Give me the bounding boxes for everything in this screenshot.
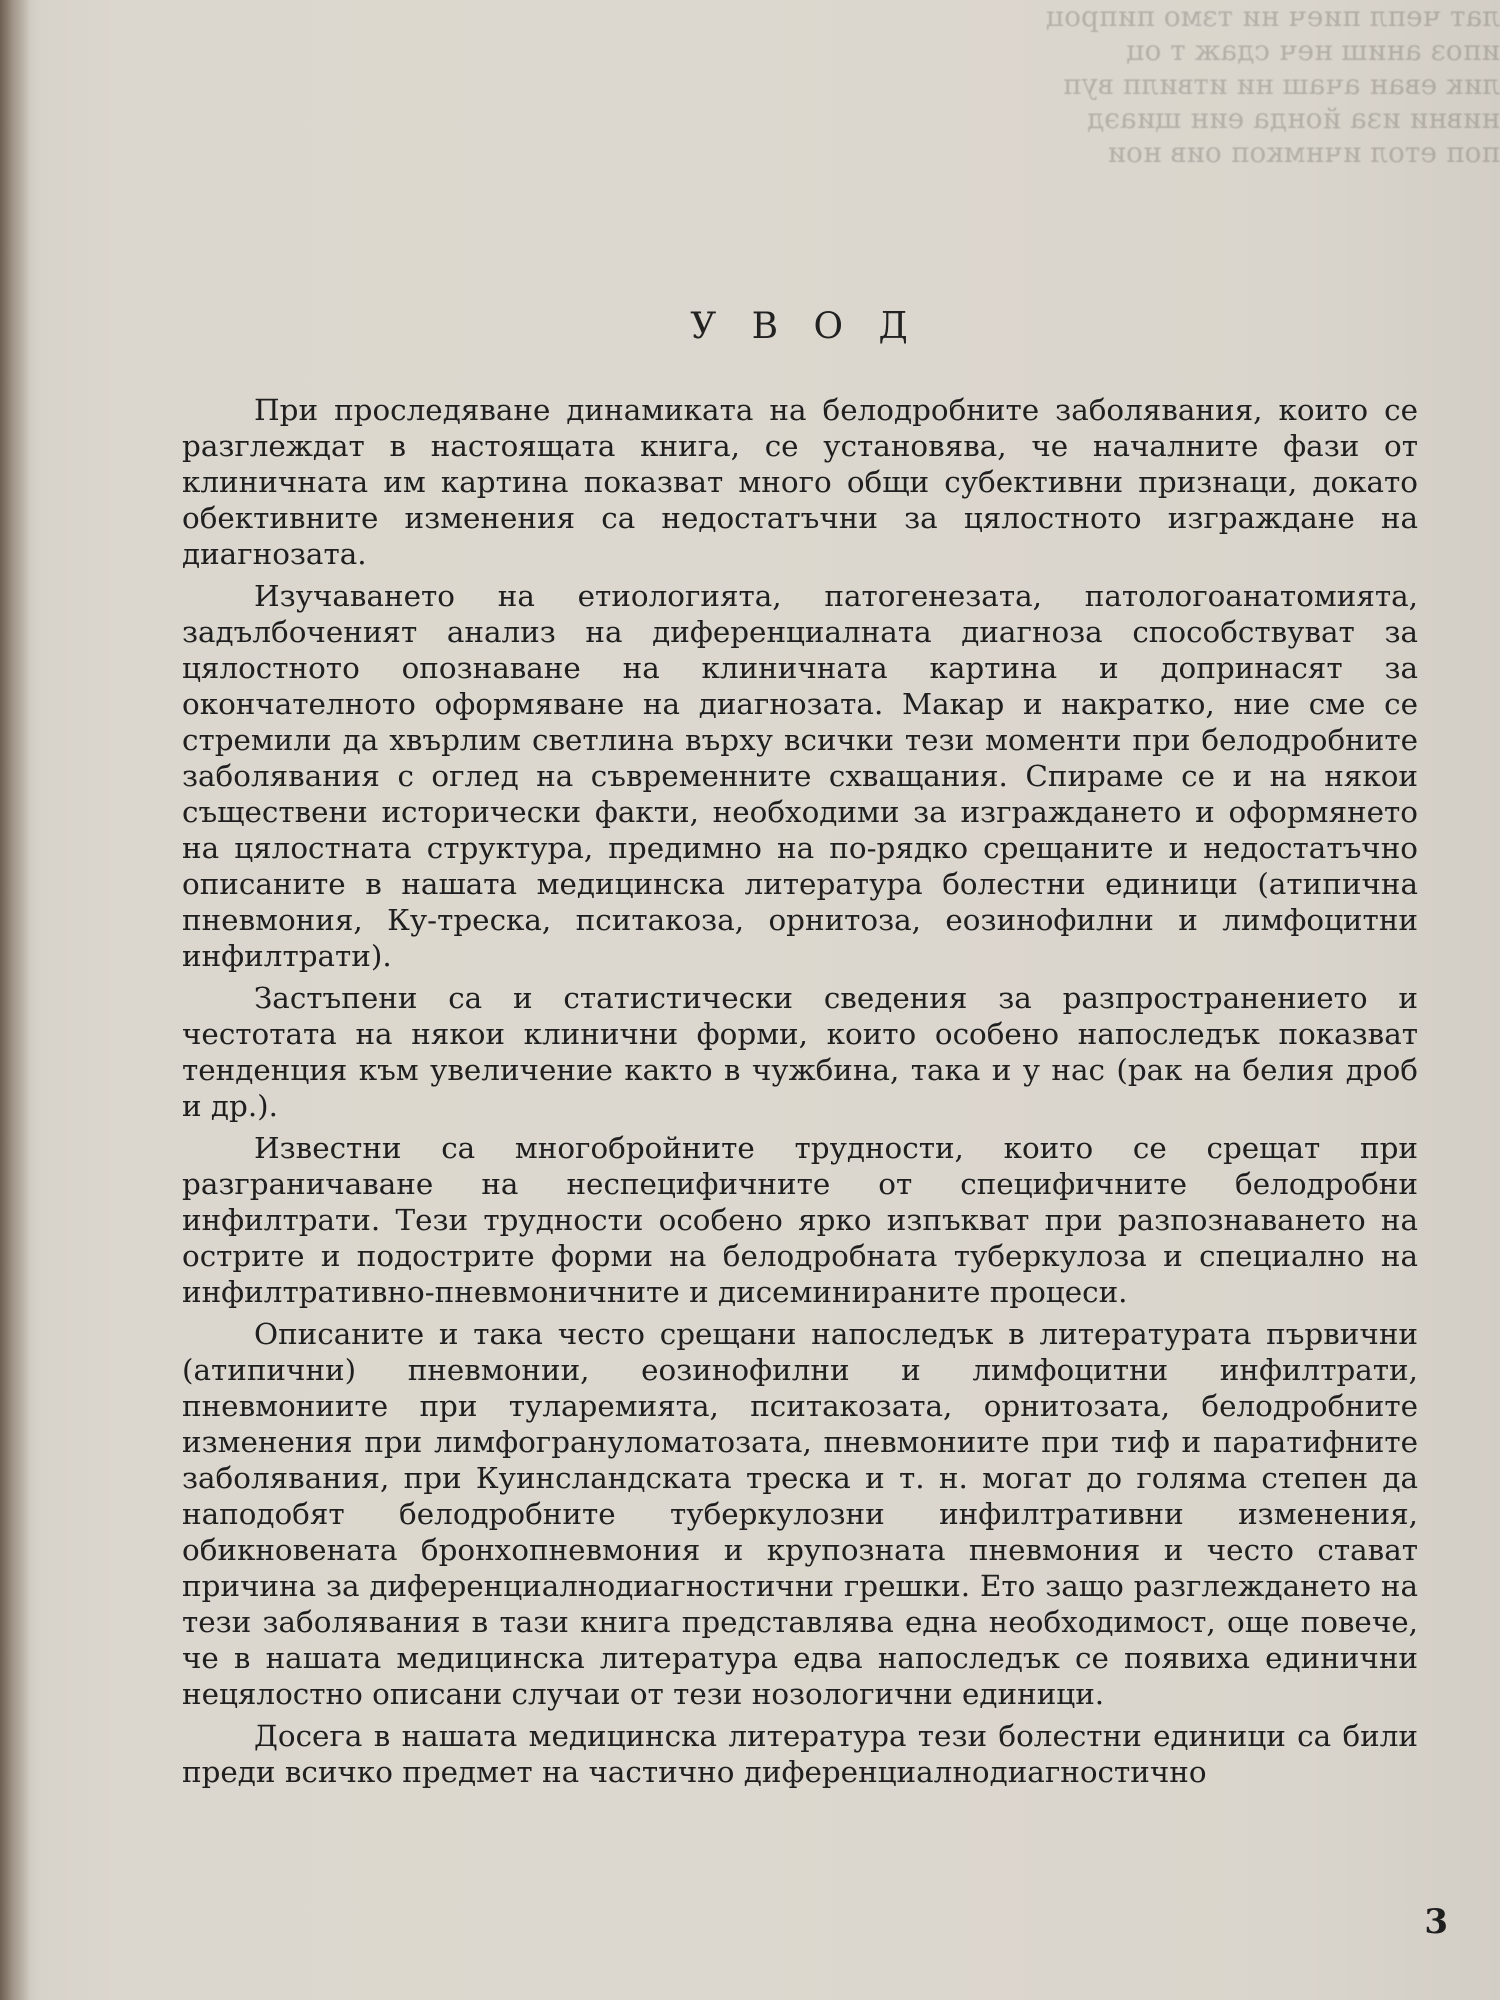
paragraph: Застъпени са и статистически сведения за разпространението и честотата на някои клинични форми, които особено напоследък показват тенденция към увеличение както в чужбина, така и у нас (рак на белия дроб и др.). [182, 981, 1418, 1123]
paragraph: Досега в нашата медицинска литература тези болестни единици са били преди всичко предмет на частично диференциалнодиагностично [182, 1719, 1418, 1789]
page-number: 3 [1424, 1902, 1448, 1942]
paragraph: Известни са многобройните трудности, които се срещат при разграничаване на неспецифичните от специфичните белодробни инфилтрати. Тези трудности особено ярко изпъкват при разпознаването на острите и подострите форми на белодробната туберкулоза и специално на инфилтративно-пневмоничните и дисеминираните процеси. [182, 1131, 1418, 1309]
paragraph: Изучаването на етиологията, патогенезата, патологоанатомията, задълбоченият анализ на диференциалната диагноза способствуват за цялостното опознаване на клиничната картина и допринасят за окончателното оформяване на диагнозата. Макар и накратко, ние сме се стремили да хвърлим светлина върху всички тези моменти при белодробните заболявания с оглед на съвременните схващания. Спираме се и на някои съществени исторически факти, необходими за изграждането и оформянето на цялостната структура, предимно на по-рядко срещаните и недостатъчно описаните в нашата медицинска литература болестни единици (атипична пневмония, Ку-треска, пситакоза, орнитоза, еозинофилни и лимфоцитни инфилтрати). [182, 579, 1418, 973]
body-text [182, 392, 1418, 1842]
chapter-title: У В О Д [690, 306, 920, 347]
paragraph: Описаните и така често срещани напоследък в литературата първични (атипични) пневмонии, еозинофилни и лимфоцитни инфилтрати, пневмониите при туларемията, пситакозата, орнитозата, белодробните изменения при лимфогрануломатозата, пневмониите при тиф и паратифните заболявания, при Куинсландската треска и т. н. могат до голяма степен да наподобят белодробните туберкулозни инфилтративни изменения, обикновената бронхопневмония и крупозната пневмония и често стават причина за диференциалнодиагностични грешки. Ето защо разглеждането на тези заболявания в тази книга представлява една необходимост, още повече, че в нашата медицинска литература едва напоследък се появиха единични нецялостно описани случаи от тези нозологични единици. [182, 1317, 1418, 1711]
page-binding-shadow [0, 0, 30, 2000]
show-through-text: лат чепл пиеч ни тзмо пипроц ипоз аниш неч сдаж т оц лик еван ачаш ни итвилп вуп нивни иза йонда еин щиаэд поп етол ичнмкоп оив нои [1046, 0, 1500, 169]
paragraph: При проследяване динамиката на белодробните заболявания, които се разглеждат в настоящата книга, се установява, че началните фази от клиничната им картина показват много общи субективни признаци, докато обективните изменения са недостатъчни за цялостното изграждане на диагнозата. [182, 393, 1418, 571]
